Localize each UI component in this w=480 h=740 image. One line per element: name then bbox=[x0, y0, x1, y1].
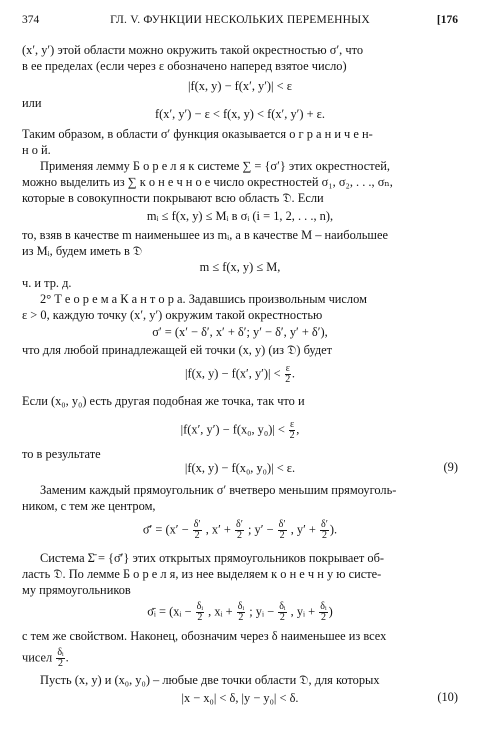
fraction: $\frac{\delta'}{2}$ bbox=[278, 519, 286, 541]
formula: m ≤ f(x, y) ≤ M, bbox=[199, 260, 281, 274]
fraction: $\frac{\text{δᵢ}}{2}$ bbox=[196, 601, 204, 623]
formula: f(x′, y′) − ε < f(x, y) < f(x′, y′) + ε. bbox=[155, 107, 325, 121]
formula: σ̄ᵢ = (xᵢ − $\frac{\text{δᵢ}}{2}$ , xᵢ + $\frac{\text{δᵢ}}{2}$ ; yᵢ − $\frac{\text{δᵢ}}{2}$ , yᵢ + $\frac{\text{δᵢ}}{2}$ ) bbox=[147, 601, 333, 623]
text-line: в ее пределах (если через ε обозначено наперед взятое число) bbox=[22, 59, 347, 73]
text-line: Применяя лемму Б о р е л я к системе ∑ = {σ′} этих окрестностей, bbox=[40, 159, 390, 173]
equation-number: (10) bbox=[437, 690, 458, 704]
equation-number: (9) bbox=[443, 460, 458, 474]
text-line: Таким образом, в области σ′ функция оказывается о г р а н и ч е н- bbox=[22, 127, 373, 141]
formula: |f(x, y) − f(x′, y′)| < ε bbox=[188, 79, 292, 93]
text-line: то, взяв в качестве m наименьшее из mᵢ, а в качестве M – наибольшее bbox=[22, 228, 388, 242]
text-line: или bbox=[22, 96, 42, 110]
formula: |f(x, y) − f(x₀, y₀)| < ε. bbox=[184, 461, 296, 475]
text-line: ником, с тем же центром, bbox=[22, 499, 156, 513]
formula: σ′ = (x′ − δ′, x′ + δ′; y′ − δ′, y′ + δ′), bbox=[152, 325, 328, 339]
text-line: му прямоугольников bbox=[22, 583, 131, 597]
formula: |f(x, y) − f(x′, y′)| < $\frac{\varepsilon}{2}$ . bbox=[184, 363, 295, 385]
fraction: $\frac{\delta'}{2}$ bbox=[236, 519, 243, 541]
fraction: $\frac{\varepsilon}{2}$ bbox=[289, 419, 295, 441]
text-line: можно выделить из ∑ к о н е ч н о е число окрестностей σ₁, σ₂, . . ., σₙ, bbox=[22, 175, 393, 189]
text-line: 2° Т е о р е м а К а н т о р а. Задавшись произвольным числом bbox=[40, 292, 367, 306]
formula: mᵢ ≤ f(x, y) ≤ Mᵢ в σᵢ (i = 1, 2, . . ., n), bbox=[146, 209, 334, 223]
formula: |x − x₀| < δ, |y − y₀| < δ. bbox=[181, 691, 299, 705]
fraction: $\frac{\varepsilon}{2}$ bbox=[285, 363, 291, 385]
fraction: $\frac{\text{δᵢ}}{2}$ bbox=[237, 601, 245, 623]
running-header bbox=[22, 14, 458, 30]
text-line: (x′, y′) этой области можно окружить такой окрестностью σ′, что bbox=[22, 43, 364, 57]
formula: |f(x′, y′) − f(x₀, y₀)| < $\frac{\varepsilon}{2}$ , bbox=[180, 419, 300, 441]
fraction: $\frac{\text{δᵢ}}{2}$ bbox=[57, 647, 64, 669]
fraction: $\frac{\delta'}{2}$ bbox=[193, 519, 201, 541]
running-title: ГЛ. V. ФУНКЦИИ НЕСКОЛЬКИХ ПЕРЕМЕННЫХ bbox=[110, 14, 370, 26]
formula: σ̄′ = (x′ − $\frac{\delta'}{2}$ , x′ + $\frac{\delta'}{2}$ ; y′ − $\frac{\delta'}{2}$ , y′ + $\frac{\delta'}{2}$ ). bbox=[142, 519, 338, 541]
text-line: Система Σ̄ = {σ̄′} этих открытых прямоугольников покрывает об- bbox=[40, 551, 385, 565]
text-line: то в результате bbox=[22, 447, 101, 461]
text-line: из Mᵢ, будем иметь в 𝔇 bbox=[22, 244, 143, 258]
fraction: $\frac{\text{δᵢ}}{2}$ bbox=[320, 601, 327, 623]
text-line: ε > 0, каждую точку (x′, y′) окружим такой окрестностью bbox=[22, 308, 323, 322]
text-line: Если (x₀, y₀) есть другая подобная же точка, так что и bbox=[22, 394, 305, 408]
fraction: $\frac{\text{δᵢ}}{2}$ bbox=[279, 601, 286, 623]
text-line: Пусть (x, y) и (x₀, y₀) – любые две точки области 𝔇, для которых bbox=[40, 673, 380, 687]
text-line: которые в совокупности покрывают всю область 𝔇. Если bbox=[22, 191, 324, 205]
text-line: Заменим каждый прямоугольник σ′ вчетверо меньшим прямоуголь- bbox=[40, 483, 397, 497]
page-number: 374 bbox=[22, 14, 40, 26]
text-line: с тем же свойством. Наконец, обозначим через δ наименьшее из всех bbox=[22, 629, 387, 643]
section-number: [176 bbox=[436, 14, 458, 26]
text-line: что для любой принадлежащей ей точки (x, y) (из 𝔇) будет bbox=[22, 343, 333, 357]
fraction: $\frac{\delta'}{2}$ bbox=[320, 519, 328, 541]
text-line: н о й. bbox=[22, 143, 51, 157]
text-line: ч. и тр. д. bbox=[22, 276, 72, 290]
text-line: ласть 𝔇. По лемме Б о р е л я, из нее выделяем к о н е ч н у ю систе- bbox=[22, 567, 382, 581]
text-line: чисел $\frac{\text{δᵢ}}{2}$ . bbox=[22, 647, 69, 669]
